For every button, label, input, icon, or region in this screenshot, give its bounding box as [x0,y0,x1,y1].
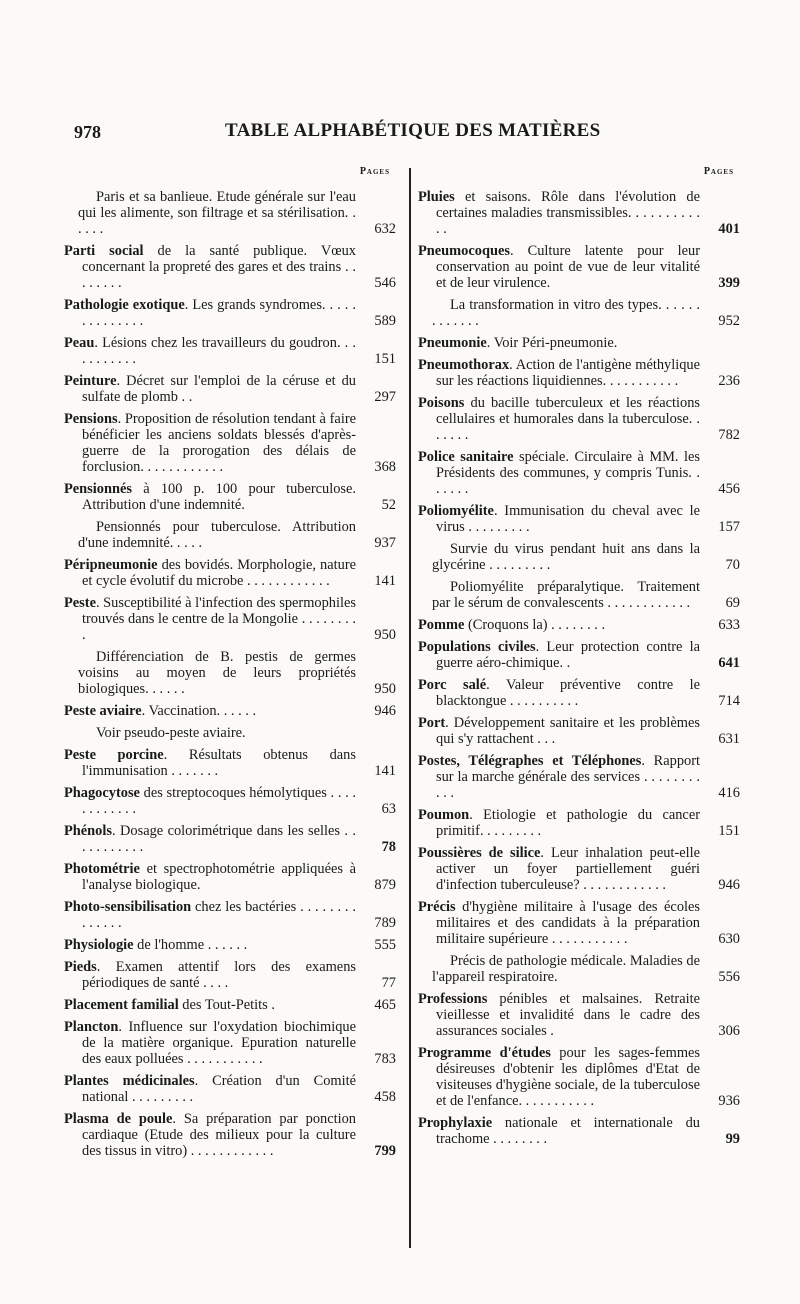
entry-page-number: 151 [718,823,740,839]
entry-text [64,595,356,643]
index-entry [418,297,740,329]
entry-description: des Tout-Petits . [178,997,275,1013]
entry-keyword: Poliomyélite [418,503,494,519]
entry-page-number: 783 [374,1051,396,1067]
entry-description: Précis de pathologie médicale. Maladies de l'appareil respiratoire. [432,953,700,985]
entry-text [418,899,700,947]
entry-description: Poliomyélite préparalytique. Traitement par le sérum de convalescents . . . . . . . . . . . . [432,579,700,611]
index-entry [418,1045,740,1109]
index-entry [64,725,396,741]
entry-page-number: 52 [381,497,396,513]
entry-text [64,297,356,329]
index-entry [64,1111,396,1159]
entry-page-number: 952 [718,313,740,329]
page-header [0,118,800,148]
entry-page-number: 236 [718,373,740,389]
index-entry [418,1115,740,1147]
left-column [64,166,396,1165]
entry-text [64,997,356,1013]
entry-keyword: Peau [64,335,95,351]
index-entry [418,395,740,443]
entry-text [418,991,700,1039]
entry-keyword: Parti social [64,243,144,259]
entry-description: . Développement sanitaire et les problèmes qui s'y rattachent . . . [436,715,700,747]
entry-page-number: 946 [374,703,396,719]
entry-page-number: 782 [718,427,740,443]
entry-keyword: Physiologie [64,937,134,953]
index-entry [64,297,396,329]
entry-description: (Croquons la) . . . . . . . . [464,617,606,633]
entry-text [418,617,700,633]
index-entry [418,753,740,801]
entry-text [64,335,356,367]
entry-description: Pensionnés pour tuberculose. Attribution d'une indemnité. . . . . [78,519,356,551]
entry-description: et spectrophotométrie appliquées à l'analyse biologique. [82,861,356,893]
index-entry [418,899,740,947]
entry-description: . Décret sur l'emploi de la céruse et du sulfate de plomb . . [82,373,356,405]
entry-page-number: 141 [374,573,396,589]
entry-description: La transformation in vitro des types. . . . . . . . . . . . . [432,297,700,329]
entry-text [64,703,356,719]
entry-page-number: 416 [718,785,740,801]
entry-description: . Lésions chez les travailleurs du goudron. . . . . . . . . . . [82,335,356,367]
entry-page-number: 630 [718,931,740,947]
pages-label: Pages [359,166,390,177]
entry-description: des bovidés. Morphologie, nature et cycle évolutif du microbe . . . . . . . . . . . . [82,557,356,589]
entry-keyword: Police sanitaire [418,449,514,465]
entry-keyword: Poisons [418,395,465,411]
index-entry [64,997,396,1013]
entry-page-number: 69 [725,595,740,611]
index-entry [64,703,396,719]
entry-text [418,357,700,389]
index-entry [418,677,740,709]
entry-page-number: 799 [374,1143,396,1159]
entry-description: et saisons. Rôle dans l'évolution de certaines maladies transmissibles. . . . . . . . . . . . [436,189,700,237]
entry-page-number: 456 [718,481,740,497]
index-entry [64,861,396,893]
index-entry [64,747,396,779]
entry-keyword: Pomme [418,617,465,633]
left-entry-list [64,189,396,1159]
entry-description: Différenciation de B. pestis de germes voisins au moyen de leurs propriétés biologiques. . . . . . [78,649,356,697]
entry-keyword: Pluies [418,189,455,205]
entry-text [64,725,356,741]
entry-description: d'hygiène militaire à l'usage des écoles militaires et des candidats à la préparation militaire supérieure . . . . . . . . . . . [436,899,700,947]
entry-keyword: Photométrie [64,861,140,877]
index-entry [64,481,396,513]
entry-keyword: Pensions [64,411,118,427]
entry-text [64,1019,356,1067]
entry-keyword: Peste [64,595,96,611]
index-entry [64,649,396,697]
entry-keyword: Précis [418,899,456,915]
entry-description: . Sa préparation par ponction cardiaque (Etude des milieux pour la culture des tissus in vitro) . . . . . . . . . . . . [82,1111,356,1159]
entry-text [64,823,356,855]
entry-description: spéciale. Circulaire à MM. les Présidents des communes, y compris Tunis. . . . . . . [436,449,700,497]
entry-description: . Vaccination. . . . . . [141,703,257,719]
entry-description: du bacille tuberculeux et les réactions cellulaires et humorales dans la tuberculose. . . . . . . [436,395,700,443]
entry-description: de la santé publique. Vœux concernant la propreté des gares et des trains . . . . . . . . [82,243,356,291]
entry-page-number: 141 [374,763,396,779]
entry-page-number: 458 [374,1089,396,1105]
entry-description: des streptocoques hémolytiques . . . . . . . . . . . . [82,785,356,817]
index-entry [64,557,396,589]
entry-text [64,189,356,237]
entry-page-number: 937 [374,535,396,551]
index-entry [418,579,740,611]
entry-text [418,297,700,329]
entry-description: . Influence sur l'oxydation biochimique de la matière organique. Epuration naturelle des eaux polluées . . . . . . . . . . . [82,1019,356,1067]
entry-description: . Voir Péri-pneumonie. [486,335,618,351]
entry-keyword: Poussières de silice [418,845,541,861]
entry-text [64,959,356,991]
entry-page-number: 63 [381,801,396,817]
entry-text [418,953,700,985]
index-entry [64,899,396,931]
entry-text [418,1115,700,1147]
entry-text [64,373,356,405]
entry-description: . Leur protection contre la guerre aéro-chimique. . [436,639,700,671]
entry-text [418,845,700,893]
entry-text [418,579,700,611]
entry-page-number: 879 [374,877,396,893]
entry-text [64,519,356,551]
index-entry [64,519,396,551]
running-title: TABLE ALPHABÉTIQUE DES MATIÈRES [225,120,601,141]
entry-page-number: 633 [718,617,740,633]
index-entry [64,373,396,405]
entry-keyword: Pieds [64,959,97,975]
entry-page-number: 77 [381,975,396,991]
index-entry [418,541,740,573]
page-number: 978 [74,122,101,142]
entry-description: . Résultats obtenus dans l'immunisation . . . . . . . [82,747,356,779]
entry-description: nationale et internationale du trachome . . . . . . . . [436,1115,700,1147]
entry-text [418,335,700,351]
entry-description: Paris et sa banlieue. Etude générale sur l'eau qui les alimente, son filtrage et sa stérilisation. . . . . . [78,189,356,237]
entry-description: . Rapport sur la marche générale des services . . . . . . . . . . . [436,753,700,801]
entry-page-number: 401 [718,221,740,237]
entry-keyword: Pneumothorax [418,357,510,373]
index-entry [418,189,740,237]
entry-keyword: Plantes médicinales [64,1073,195,1089]
entry-text [418,189,700,237]
entry-page-number: 399 [718,275,740,291]
entry-description: . Action de l'antigène méthylique sur les réactions liquidiennes. . . . . . . . . . . [436,357,700,389]
entry-page-number: 946 [718,877,740,893]
entry-page-number: 714 [718,693,740,709]
index-entry [418,617,740,633]
entry-description: à 100 p. 100 pour tuberculose. Attribution d'une indemnité. [82,481,356,513]
index-entry [64,595,396,643]
entry-keyword: Peste aviaire [64,703,142,719]
entry-keyword: Péripneumonie [64,557,158,573]
entry-text [418,715,700,747]
pages-label: Pages [703,166,734,177]
index-entry [64,189,396,237]
entry-text [64,1073,356,1105]
entry-text [64,481,356,513]
entry-text [64,899,356,931]
entry-page-number: 631 [718,731,740,747]
entry-keyword: Phénols [64,823,112,839]
entry-description: pour les sages-femmes désireuses d'obtenir les diplômes d'Etat de visiteuses d'hygiène sociale, de la tuberculose et de l'enfance. . . . . . . . . . . [436,1045,700,1109]
entry-description: chez les bactéries . . . . . . . . . . . . . . [82,899,356,931]
entry-keyword: Photo-sensibilisation [64,899,192,915]
entry-page-number: 950 [374,627,396,643]
index-entry [418,357,740,389]
entry-description: . Susceptibilité à l'infection des spermophiles trouvés dans le centre de la Mongolie . . . . . . . . . [82,595,356,643]
entry-text [64,785,356,817]
index-entry [418,449,740,497]
entry-keyword: Phagocytose [64,785,140,801]
index-entry [418,243,740,291]
index-entry [64,243,396,291]
entry-text [64,649,356,697]
entry-keyword: Plancton [64,1019,119,1035]
index-entry [418,845,740,893]
entry-description: . Immunisation du cheval avec le virus . . . . . . . . . [436,503,700,535]
entry-keyword: Plasma de poule [64,1111,173,1127]
index-entry [64,959,396,991]
index-entry [64,823,396,855]
entry-page-number: 368 [374,459,396,475]
entry-text [64,937,356,953]
entry-text [418,639,700,671]
entry-text [418,677,700,709]
entry-description: . Dosage colorimétrique dans les selles . . . . . . . . . . . [82,823,356,855]
entry-text [418,395,700,443]
entry-text [64,861,356,893]
entry-page-number: 465 [374,997,396,1013]
entry-text [64,747,356,779]
entry-page-number: 70 [725,557,740,573]
entry-text [418,541,700,573]
index-entry [64,411,396,475]
column-divider [409,168,411,1248]
entry-text [418,753,700,801]
entry-keyword: Pathologie exotique [64,297,185,313]
entry-keyword: Placement familial [64,997,179,1013]
entry-keyword: Populations civiles [418,639,536,655]
entry-description: . Valeur préventive contre le blacktongue . . . . . . . . . . [436,677,701,709]
entry-page-number: 99 [725,1131,740,1147]
index-entry [418,953,740,985]
entry-page-number: 555 [374,937,396,953]
entry-text [64,1111,356,1159]
entry-description: . Culture latente pour leur conservation au point de vue de leur vitalité et de leur virulence. [436,243,700,291]
entry-page-number: 641 [718,655,740,671]
entry-description: de l'homme . . . . . . [133,937,248,953]
entry-description: pénibles et malsaines. Retraite vieillesse et invalidité dans le cadre des assurances sociales . [436,991,700,1039]
index-entry [418,335,740,351]
entry-description: . Création d'un Comité national . . . . . . . . . [82,1073,356,1105]
entry-text [418,243,700,291]
entry-text [64,557,356,589]
entry-keyword: Postes, Télégraphes et Téléphones [418,753,642,769]
right-column [418,166,740,1153]
index-entry [64,1019,396,1067]
entry-text [418,503,700,535]
index-entry [64,1073,396,1105]
entry-text [64,243,356,291]
entry-text [418,1045,700,1109]
entry-text [64,411,356,475]
index-entry [418,639,740,671]
entry-description: . Etiologie et pathologie du cancer primitif. . . . . . . . . [436,807,700,839]
entry-keyword: Programme d'études [418,1045,551,1061]
entry-description: . Proposition de résolution tendant à faire bénéficier les anciens soldats blessés d'après-guerre de la prorogation des délais de forclusion. . . . . . . . . . . . [82,411,356,475]
entry-page-number: 589 [374,313,396,329]
entry-page-number: 297 [374,389,396,405]
entry-description: . Examen attentif lors des examens périodiques de santé . . . . [82,959,356,991]
entry-text [418,807,700,839]
entry-keyword: Peste porcine [64,747,164,763]
entry-keyword: Poumon [418,807,470,823]
entry-keyword: Prophylaxie [418,1115,493,1131]
index-entry [64,785,396,817]
index-entry [418,503,740,535]
index-entry [64,937,396,953]
entry-description: Voir pseudo-peste aviaire. [96,725,246,741]
entry-keyword: Pensionnés [64,481,132,497]
entry-page-number: 556 [718,969,740,985]
entry-text [418,449,700,497]
entry-keyword: Port [418,715,446,731]
index-entry [418,715,740,747]
entry-page-number: 78 [381,839,396,855]
entry-keyword: Pneumocoques [418,243,510,259]
entry-description: . Leur inhalation peut-elle activer un foyer partiellement guéri d'infection tuberculeuse? . . . . . . . . . . . . [436,845,700,893]
right-entry-list [418,189,740,1147]
entry-page-number: 950 [374,681,396,697]
entry-keyword: Porc salé [418,677,487,693]
entry-page-number: 157 [718,519,740,535]
index-entry [64,335,396,367]
entry-page-number: 632 [374,221,396,237]
entry-description: . Les grands syndromes. . . . . . . . . . . . . . [82,297,356,329]
index-entry [418,807,740,839]
entry-keyword: Professions [418,991,488,1007]
entry-page-number: 789 [374,915,396,931]
entry-keyword: Pneumonie [418,335,487,351]
entry-page-number: 306 [718,1023,740,1039]
entry-page-number: 151 [374,351,396,367]
entry-description: Survie du virus pendant huit ans dans la glycérine . . . . . . . . . [432,541,700,573]
entry-keyword: Peinture [64,373,117,389]
entry-page-number: 546 [374,275,396,291]
entry-page-number: 936 [718,1093,740,1109]
index-entry [418,991,740,1039]
